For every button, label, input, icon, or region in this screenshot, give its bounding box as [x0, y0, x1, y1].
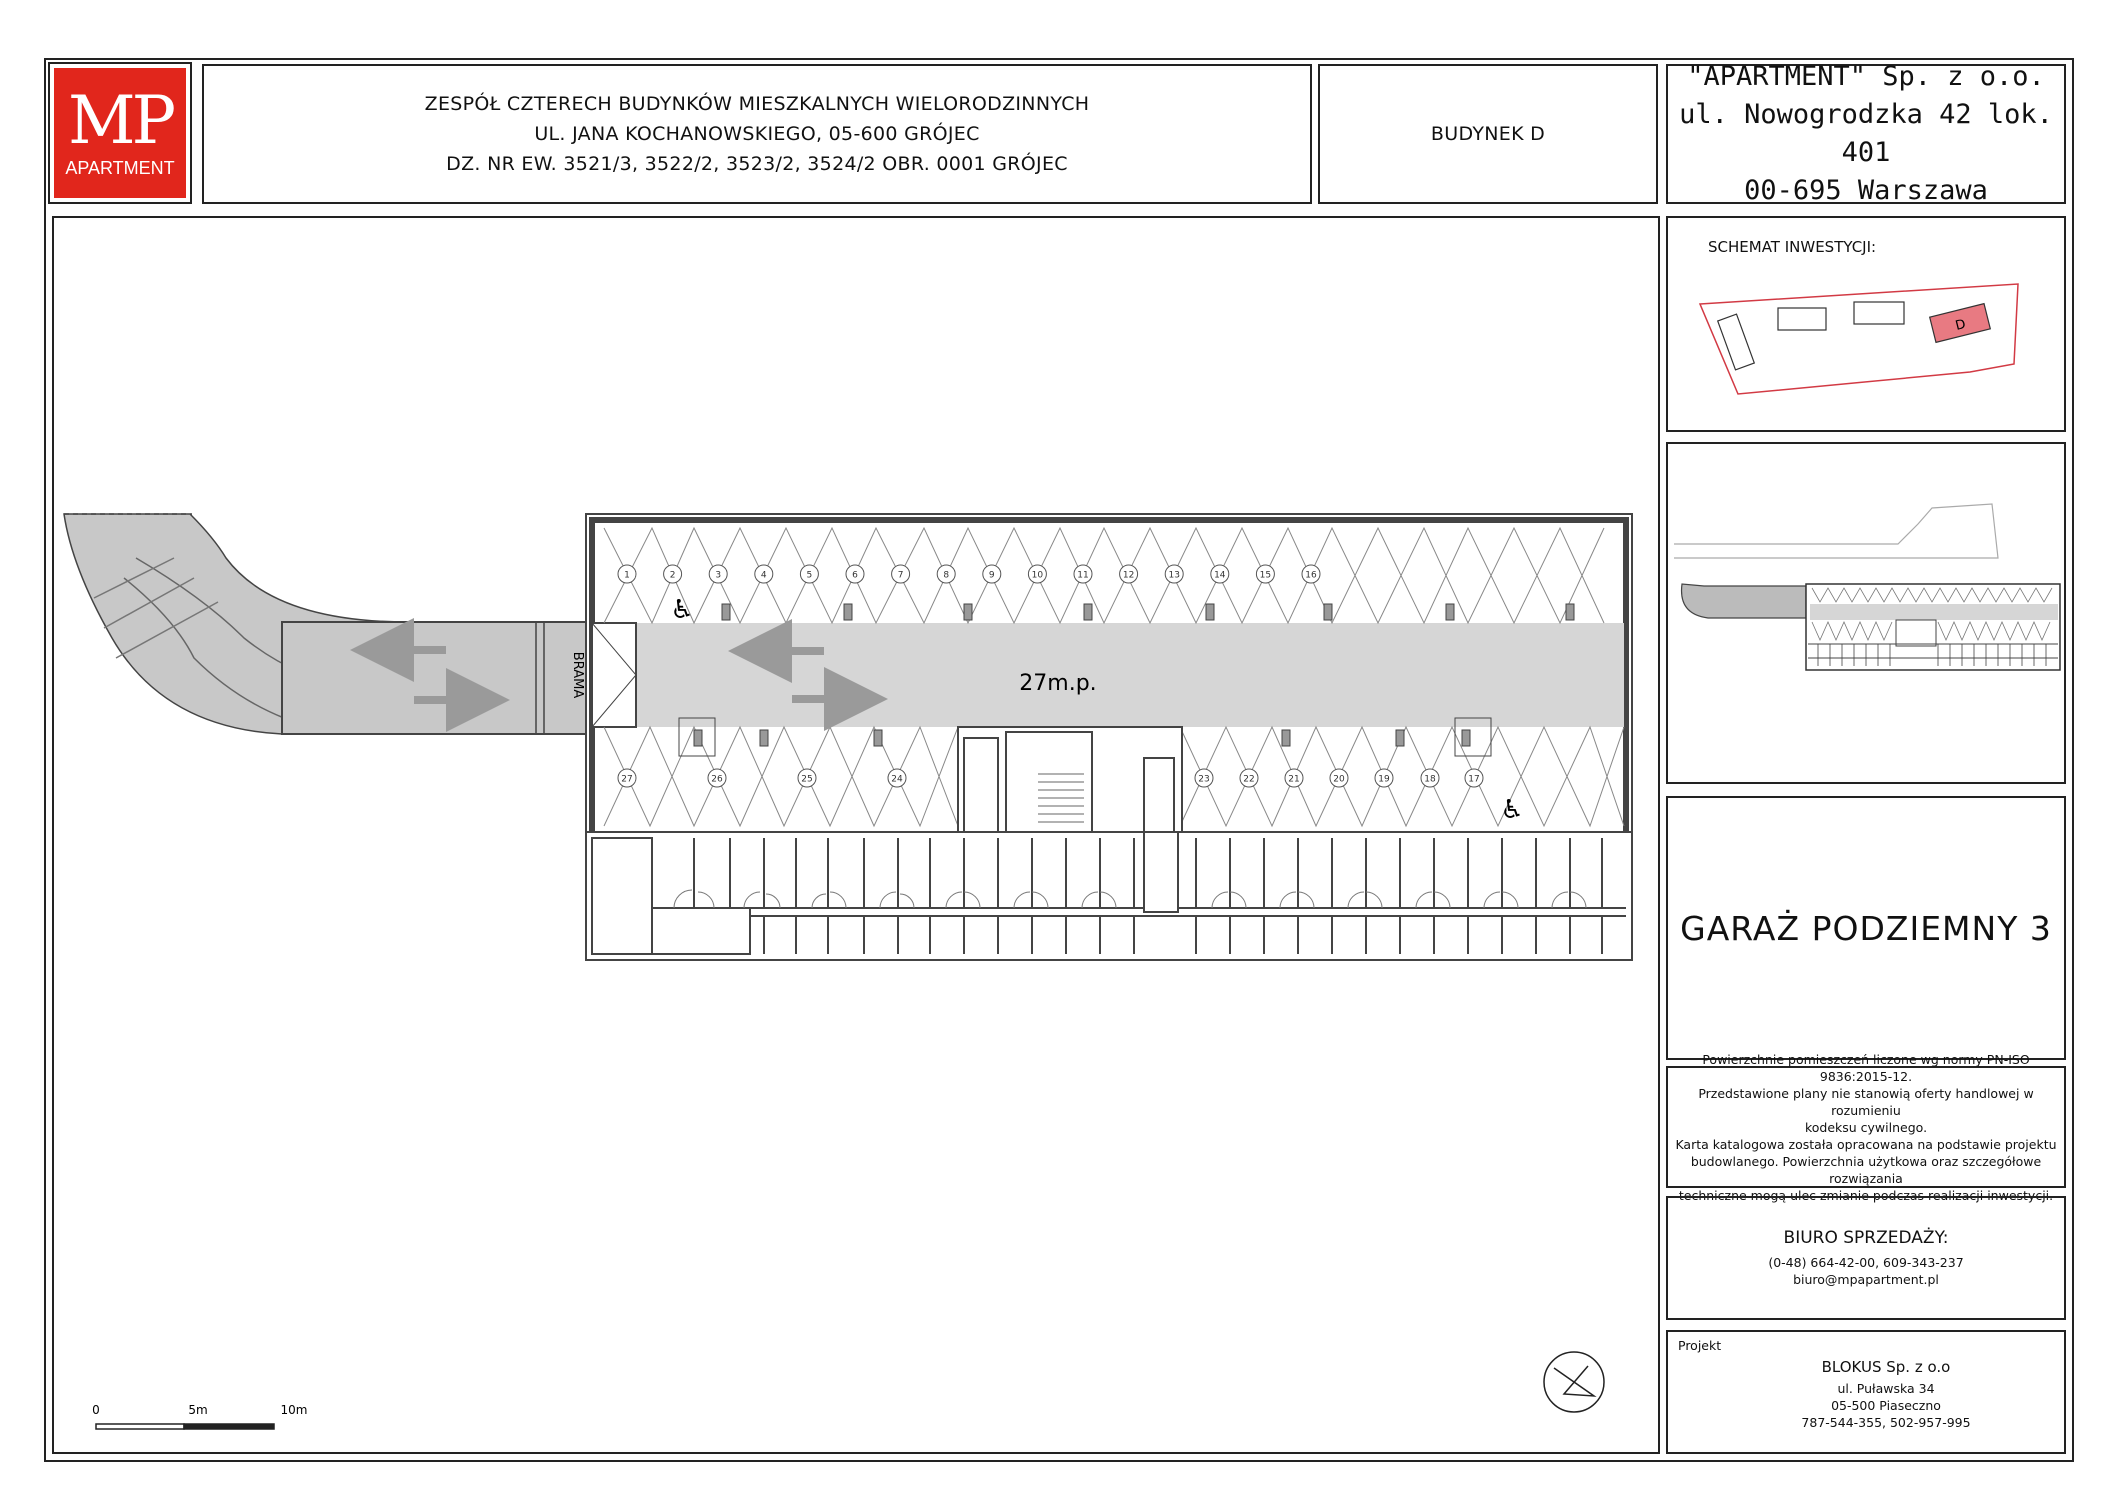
key-plan — [1668, 444, 2064, 782]
sales-phones: (0-48) 664-42-00, 609-343-237 — [1768, 1255, 1964, 1270]
schema-map — [1668, 218, 2064, 430]
spot-number: 20 — [1333, 774, 1345, 785]
spot-number: 9 — [988, 570, 995, 581]
garage-floor-plan — [54, 218, 1658, 1452]
scale-label-0: 0 — [92, 1403, 100, 1417]
note-line: techniczne mogą ulec zmianie podczas realizacji inwestycji. — [1678, 1187, 2054, 1203]
scale-label-10m: 10m — [280, 1403, 308, 1417]
stair-core — [958, 727, 1182, 845]
driving-aisle — [594, 623, 1624, 727]
spot-number: 5 — [806, 570, 813, 581]
designer-street: ul. Puławska 34 — [1837, 1381, 1935, 1396]
plan-panel — [52, 216, 1660, 1454]
sales-office-box — [1666, 1196, 2066, 1320]
note-line: kodeksu cywilnego. — [1804, 1119, 1928, 1135]
designer-phones: 787-544-355, 502-957-995 — [1801, 1415, 1971, 1430]
spot-number: 3 — [715, 570, 722, 581]
scale-bar — [92, 1403, 307, 1429]
gate — [592, 623, 636, 727]
header-description — [202, 64, 1312, 204]
building-box — [1318, 64, 1658, 204]
logo-box — [48, 62, 192, 204]
spot-number: 4 — [760, 570, 767, 581]
spot-number: 1 — [624, 570, 630, 581]
company-street: ul. Nowogrodzka 42 lok. 401 — [1679, 99, 2053, 168]
spot-number: 8 — [943, 570, 950, 581]
note-line: Przedstawione plany nie stanowią oferty handlowej w rozumieniu — [1698, 1085, 2034, 1118]
note-line: budowlanego. Powierzchnia użytkowa oraz szczegółowe rozwiązania — [1690, 1153, 2042, 1186]
note-line: Karta katalogowa została opracowana na podstawie projektu — [1675, 1136, 2057, 1152]
company-city: 00-695 Warszawa — [1744, 175, 1988, 206]
spot-number: 19 — [1378, 774, 1390, 785]
sales-email: biuro@mpapartment.pl — [1793, 1272, 1939, 1287]
note-line: Powierzchnie pomieszczeń liczone wg normy PN-ISO 9836:2015-12. — [1702, 1051, 2030, 1084]
spot-number: 13 — [1168, 570, 1180, 581]
building-d-label: D — [1953, 316, 1968, 334]
spot-number: 11 — [1077, 570, 1089, 581]
designer-city: 05-500 Piaseczno — [1831, 1398, 1941, 1413]
spot-number: 23 — [1198, 774, 1210, 785]
north-arrow — [1544, 1352, 1604, 1412]
spot-number: 17 — [1468, 774, 1480, 785]
spot-number: 6 — [852, 570, 858, 581]
spot-number: 21 — [1288, 774, 1300, 785]
schema-title: SCHEMAT INWESTYCJI: — [1708, 238, 1877, 256]
gate-label: BRAMA — [570, 651, 585, 699]
header-line-3: DZ. NR EW. 3521/3, 3522/2, 3523/2, 3524/2 OBR. 0001 GRÓJEC — [446, 153, 1068, 175]
spot-number: 25 — [801, 774, 813, 785]
accessible-icon: ♿ — [670, 595, 694, 625]
logo-letters: MP — [68, 81, 172, 159]
designer-label: Projekt — [1678, 1338, 1722, 1353]
investment-schema-box — [1666, 216, 2066, 432]
scale-label-5m: 5m — [188, 1403, 208, 1417]
sheet-title-box — [1666, 796, 2066, 1060]
header-line-1: ZESPÓŁ CZTERECH BUDYNKÓW MIESZKALNYCH WIELORODZINNYCH — [424, 93, 1090, 115]
spot-number: 10 — [1031, 570, 1044, 581]
company-box — [1666, 61, 2066, 206]
designer-box — [1666, 1330, 2066, 1454]
capacity-label: 27m.p. — [1019, 671, 1097, 696]
designer-name: BLOKUS Sp. z o.o — [1821, 1358, 1951, 1376]
building-label: BUDYNEK D — [1430, 123, 1546, 145]
logo — [54, 68, 186, 198]
spot-number: 7 — [897, 570, 904, 581]
spot-number: 16 — [1305, 570, 1317, 581]
logo-word: APARTMENT — [65, 157, 175, 178]
spot-number: 24 — [891, 774, 903, 785]
key-plan-box — [1666, 442, 2066, 784]
header-line-2: UL. JANA KOCHANOWSKIEGO, 05-600 GRÓJEC — [534, 123, 980, 145]
spot-number: 18 — [1424, 774, 1436, 785]
notes-box — [1666, 1051, 2066, 1203]
spot-number: 26 — [711, 774, 723, 785]
company-name: "APARTMENT" Sp. z o.o. — [1687, 61, 2045, 92]
spot-number: 22 — [1243, 774, 1255, 785]
accessible-icon: ♿ — [1500, 795, 1524, 825]
spot-number: 2 — [669, 570, 676, 581]
sheet-title: GARAŻ PODZIEMNY 3 — [1680, 908, 2052, 948]
spot-number: 14 — [1214, 570, 1226, 581]
sales-title: BIURO SPRZEDAŻY: — [1783, 1228, 1949, 1248]
ramp-corridor — [282, 622, 592, 734]
spot-number: 12 — [1122, 570, 1135, 581]
spot-number: 27 — [621, 774, 633, 785]
spot-number: 15 — [1259, 570, 1272, 581]
